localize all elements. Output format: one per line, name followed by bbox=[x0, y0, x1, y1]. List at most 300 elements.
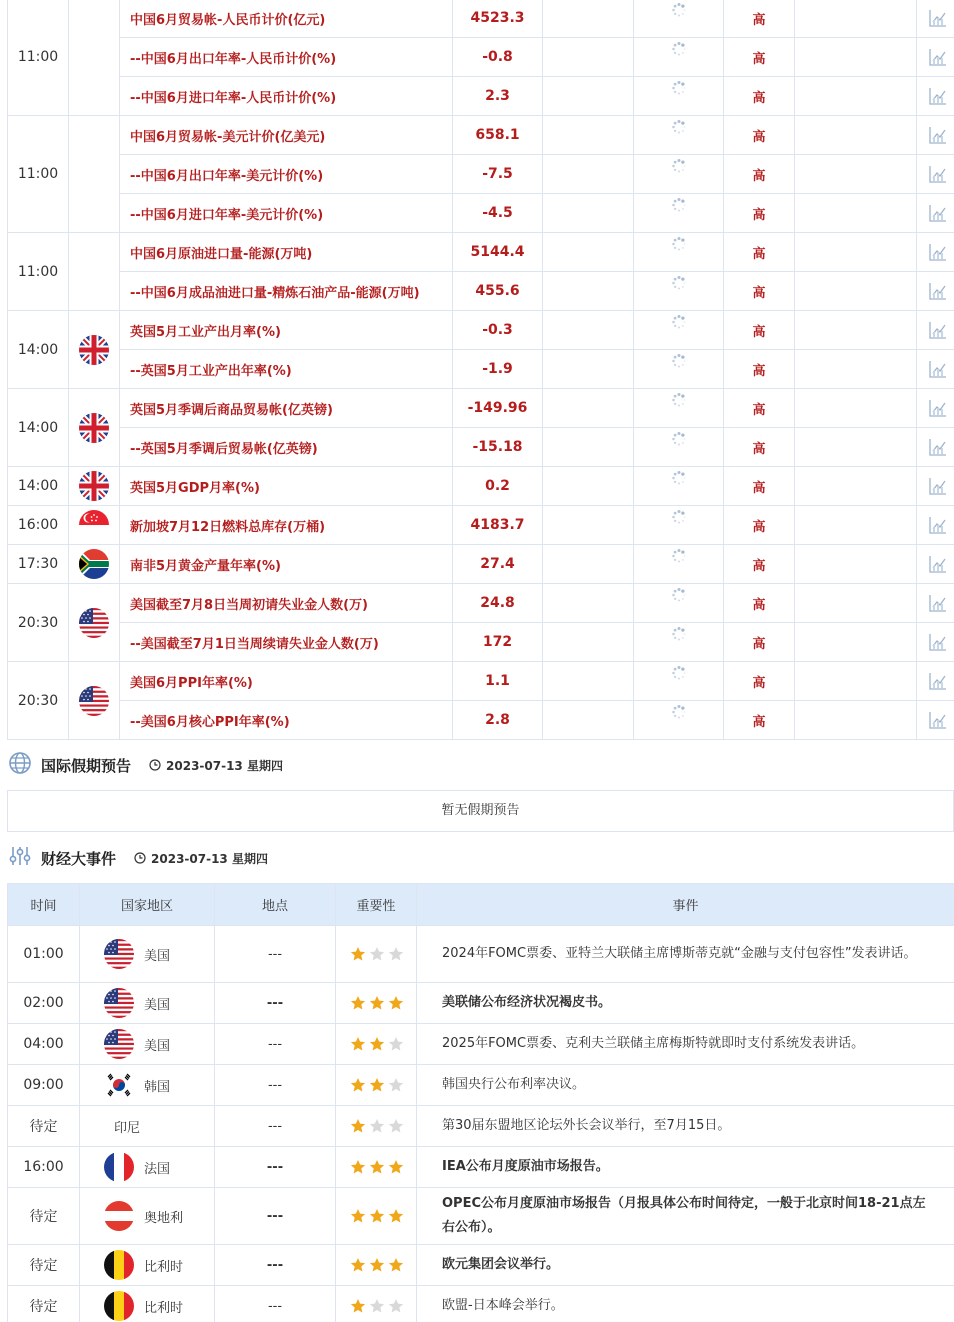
loading-spinner-icon bbox=[671, 704, 687, 720]
chart-icon[interactable] bbox=[928, 515, 948, 535]
events-title: 财经大事件 bbox=[41, 849, 117, 868]
indicator-value: 4523.3 bbox=[453, 0, 543, 38]
event-time: 待定 bbox=[8, 1286, 80, 1322]
indicator-name[interactable]: --中国6月进口年率-美元计价(%) bbox=[120, 194, 453, 233]
events-table bbox=[7, 883, 954, 1322]
importance-level: 高 bbox=[724, 311, 795, 350]
loading-spinner-icon bbox=[671, 392, 687, 408]
indicator-name[interactable]: 中国6月贸易帐-人民币计价(亿元) bbox=[120, 0, 453, 38]
empty-cell bbox=[795, 623, 917, 662]
indicator-name[interactable]: 英国5月季调后商品贸易帐(亿英镑) bbox=[120, 389, 453, 428]
indicator-name[interactable]: --美国截至7月1日当周续请失业金人数(万) bbox=[120, 623, 453, 662]
country-name: 美国 bbox=[144, 1038, 171, 1054]
economic-data-table bbox=[7, 0, 954, 740]
event-place: --- bbox=[215, 1147, 336, 1188]
data-row bbox=[8, 155, 954, 194]
star-empty-icon bbox=[369, 1118, 385, 1134]
event-time: 01:00 bbox=[8, 926, 80, 983]
event-country bbox=[80, 1065, 215, 1106]
empty-cell bbox=[795, 77, 917, 116]
indicator-value: 27.4 bbox=[453, 545, 543, 584]
empty-cell bbox=[795, 584, 917, 623]
indicator-value: 24.8 bbox=[453, 584, 543, 623]
chart-cell[interactable] bbox=[917, 233, 954, 272]
event-country bbox=[80, 1286, 215, 1322]
event-place: --- bbox=[215, 1286, 336, 1322]
flag-cell bbox=[69, 0, 120, 116]
indicator-name[interactable]: 美国截至7月8日当周初请失业金人数(万) bbox=[120, 584, 453, 623]
importance-level: 高 bbox=[724, 389, 795, 428]
star-empty-icon bbox=[369, 946, 385, 962]
importance-stars bbox=[336, 1188, 417, 1245]
indicator-name[interactable]: 新加坡7月12日燃料总库存(万桶) bbox=[120, 506, 453, 545]
indicator-value: 2.8 bbox=[453, 701, 543, 740]
empty-cell bbox=[795, 662, 917, 701]
chart-icon[interactable] bbox=[928, 437, 948, 457]
star-filled-icon bbox=[350, 1077, 366, 1093]
empty-cell bbox=[543, 506, 634, 545]
release-time: 11:00 bbox=[8, 233, 69, 311]
importance-level: 高 bbox=[724, 428, 795, 467]
empty-cell bbox=[543, 0, 634, 38]
event-time: 04:00 bbox=[8, 1024, 80, 1065]
loading-cell bbox=[634, 701, 724, 740]
release-time: 14:00 bbox=[8, 389, 69, 467]
release-time: 20:30 bbox=[8, 584, 69, 662]
loading-cell bbox=[634, 38, 724, 77]
importance-level: 高 bbox=[724, 584, 795, 623]
chart-cell[interactable] bbox=[917, 701, 954, 740]
header-place: 地点 bbox=[215, 884, 336, 926]
loading-cell bbox=[634, 584, 724, 623]
importance-stars bbox=[336, 1286, 417, 1322]
empty-cell bbox=[795, 701, 917, 740]
star-filled-icon bbox=[369, 1036, 385, 1052]
flag-cell bbox=[69, 584, 120, 662]
empty-cell bbox=[543, 77, 634, 116]
flag-cell bbox=[69, 662, 120, 740]
us-flag-icon bbox=[79, 686, 109, 716]
event-row bbox=[8, 1024, 954, 1065]
data-row bbox=[8, 623, 954, 662]
event-description: IEA公布月度原油市场报告。 bbox=[417, 1147, 954, 1188]
loading-spinner-icon bbox=[671, 41, 687, 57]
chart-icon[interactable] bbox=[928, 671, 948, 691]
us-flag-icon bbox=[79, 608, 109, 638]
data-row bbox=[8, 311, 954, 350]
empty-cell bbox=[543, 311, 634, 350]
chart-icon[interactable] bbox=[928, 554, 948, 574]
event-description: 欧元集团会议举行。 bbox=[417, 1245, 954, 1286]
data-row bbox=[8, 0, 954, 38]
event-row bbox=[8, 1106, 954, 1147]
indicator-name[interactable]: --中国6月进口年率-人民币计价(%) bbox=[120, 77, 453, 116]
chart-cell[interactable] bbox=[917, 662, 954, 701]
chart-cell[interactable] bbox=[917, 194, 954, 233]
uk-flag-icon bbox=[79, 335, 109, 365]
empty-cell bbox=[543, 389, 634, 428]
loading-spinner-icon bbox=[671, 158, 687, 174]
loading-spinner-icon bbox=[671, 236, 687, 252]
star-filled-icon bbox=[350, 946, 366, 962]
importance-level: 高 bbox=[724, 272, 795, 311]
data-row bbox=[8, 545, 954, 584]
event-place: --- bbox=[215, 1245, 336, 1286]
star-filled-icon bbox=[388, 1159, 404, 1175]
event-description: 美联储公布经济状况褐皮书。 bbox=[417, 983, 954, 1024]
empty-cell bbox=[543, 467, 634, 506]
empty-cell bbox=[795, 116, 917, 155]
indicator-value: -149.96 bbox=[453, 389, 543, 428]
events-date: 2023-07-13 星期四 bbox=[134, 850, 268, 867]
data-row bbox=[8, 77, 954, 116]
country-name: 印尼 bbox=[114, 1120, 141, 1136]
country-name: 法国 bbox=[144, 1161, 171, 1177]
chart-cell[interactable] bbox=[917, 38, 954, 77]
loading-spinner-icon bbox=[671, 431, 687, 447]
uk-flag-icon bbox=[79, 471, 109, 501]
importance-stars bbox=[336, 1024, 417, 1065]
star-empty-icon bbox=[388, 1118, 404, 1134]
chart-cell[interactable] bbox=[917, 311, 954, 350]
indicator-name[interactable]: 英国5月工业产出月率(%) bbox=[120, 311, 453, 350]
loading-spinner-icon bbox=[671, 119, 687, 135]
data-row bbox=[8, 116, 954, 155]
flag-cell bbox=[69, 311, 120, 389]
chart-cell[interactable] bbox=[917, 584, 954, 623]
chart-cell[interactable] bbox=[917, 428, 954, 467]
star-empty-icon bbox=[388, 1077, 404, 1093]
france-flag-icon bbox=[104, 1152, 134, 1182]
data-row bbox=[8, 233, 954, 272]
loading-spinner-icon bbox=[671, 2, 687, 18]
header-event: 事件 bbox=[417, 884, 954, 926]
event-row bbox=[8, 983, 954, 1024]
data-row bbox=[8, 662, 954, 701]
country-name: 韩国 bbox=[144, 1079, 171, 1095]
belgium-flag-icon bbox=[104, 1291, 134, 1321]
chart-icon[interactable] bbox=[928, 710, 948, 730]
star-empty-icon bbox=[369, 1298, 385, 1314]
importance-level: 高 bbox=[724, 194, 795, 233]
loading-cell bbox=[634, 194, 724, 233]
loading-cell bbox=[634, 311, 724, 350]
flag-cell bbox=[69, 389, 120, 467]
empty-cell bbox=[795, 545, 917, 584]
chart-cell[interactable] bbox=[917, 77, 954, 116]
data-row bbox=[8, 350, 954, 389]
chart-icon[interactable] bbox=[928, 86, 948, 106]
chart-icon[interactable] bbox=[928, 320, 948, 340]
event-description: 欧盟-日本峰会举行。 bbox=[417, 1286, 954, 1322]
loading-cell bbox=[634, 272, 724, 311]
loading-spinner-icon bbox=[671, 626, 687, 642]
empty-cell bbox=[543, 155, 634, 194]
empty-cell bbox=[543, 584, 634, 623]
star-filled-icon bbox=[369, 1208, 385, 1224]
indicator-value: 455.6 bbox=[453, 272, 543, 311]
indicator-value: 0.2 bbox=[453, 467, 543, 506]
event-row bbox=[8, 1286, 954, 1322]
sliders-icon bbox=[7, 843, 33, 873]
loading-cell bbox=[634, 0, 724, 38]
event-time: 02:00 bbox=[8, 983, 80, 1024]
events-table-header bbox=[8, 884, 954, 926]
loading-cell bbox=[634, 233, 724, 272]
event-row bbox=[8, 926, 954, 983]
flag-cell bbox=[69, 233, 120, 311]
empty-cell bbox=[795, 38, 917, 77]
event-time: 待定 bbox=[8, 1106, 80, 1147]
header-country: 国家地区 bbox=[80, 884, 215, 926]
indicator-name[interactable]: 南非5月黄金产量年率(%) bbox=[120, 545, 453, 584]
importance-level: 高 bbox=[724, 116, 795, 155]
empty-cell bbox=[543, 623, 634, 662]
loading-spinner-icon bbox=[671, 548, 687, 564]
importance-stars bbox=[336, 1147, 417, 1188]
indicator-name[interactable]: 中国6月原油进口量-能源(万吨) bbox=[120, 233, 453, 272]
indicator-value: -15.18 bbox=[453, 428, 543, 467]
uk-flag-icon bbox=[79, 413, 109, 443]
chart-cell[interactable] bbox=[917, 389, 954, 428]
chart-cell[interactable] bbox=[917, 116, 954, 155]
empty-cell bbox=[795, 350, 917, 389]
chart-cell[interactable] bbox=[917, 272, 954, 311]
chart-icon[interactable] bbox=[928, 281, 948, 301]
event-country bbox=[80, 1106, 215, 1147]
loading-spinner-icon bbox=[671, 275, 687, 291]
loading-spinner-icon bbox=[671, 665, 687, 681]
importance-level: 高 bbox=[724, 701, 795, 740]
event-time: 待定 bbox=[8, 1245, 80, 1286]
chart-icon[interactable] bbox=[928, 242, 948, 262]
event-place: --- bbox=[215, 1024, 336, 1065]
empty-cell bbox=[795, 233, 917, 272]
star-filled-icon bbox=[369, 1159, 385, 1175]
loading-cell bbox=[634, 155, 724, 194]
indicator-value: 658.1 bbox=[453, 116, 543, 155]
chart-icon[interactable] bbox=[928, 8, 948, 28]
chart-cell[interactable] bbox=[917, 506, 954, 545]
loading-cell bbox=[634, 77, 724, 116]
release-time: 17:30 bbox=[8, 545, 69, 584]
empty-cell bbox=[795, 506, 917, 545]
chart-cell[interactable] bbox=[917, 350, 954, 389]
us-flag-icon bbox=[104, 939, 134, 969]
importance-stars bbox=[336, 1245, 417, 1286]
empty-cell bbox=[543, 350, 634, 389]
event-row bbox=[8, 1245, 954, 1286]
loading-cell bbox=[634, 116, 724, 155]
holiday-title: 国际假期预告 bbox=[41, 756, 132, 775]
importance-level: 高 bbox=[724, 350, 795, 389]
chart-cell[interactable] bbox=[917, 0, 954, 38]
chart-icon[interactable] bbox=[928, 164, 948, 184]
star-empty-icon bbox=[388, 946, 404, 962]
importance-level: 高 bbox=[724, 233, 795, 272]
importance-level: 高 bbox=[724, 77, 795, 116]
indicator-name[interactable]: 英国5月GDP月率(%) bbox=[120, 467, 453, 506]
belgium-flag-icon bbox=[104, 1250, 134, 1280]
loading-cell bbox=[634, 389, 724, 428]
chart-icon[interactable] bbox=[928, 203, 948, 223]
importance-stars bbox=[336, 1106, 417, 1147]
star-empty-icon bbox=[388, 1298, 404, 1314]
indicator-value: -7.5 bbox=[453, 155, 543, 194]
event-time: 09:00 bbox=[8, 1065, 80, 1106]
indicator-value: 2.3 bbox=[453, 77, 543, 116]
importance-level: 高 bbox=[724, 623, 795, 662]
indicator-value: 5144.4 bbox=[453, 233, 543, 272]
importance-level: 高 bbox=[724, 0, 795, 38]
importance-level: 高 bbox=[724, 662, 795, 701]
flag-cell bbox=[69, 545, 120, 584]
release-time: 11:00 bbox=[8, 116, 69, 233]
loading-cell bbox=[634, 350, 724, 389]
events-section-header bbox=[7, 843, 268, 873]
event-place: --- bbox=[215, 1065, 336, 1106]
indicator-name[interactable]: --美国6月核心PPI年率(%) bbox=[120, 701, 453, 740]
data-row bbox=[8, 38, 954, 77]
country-name: 美国 bbox=[144, 997, 171, 1013]
star-filled-icon bbox=[369, 1257, 385, 1273]
chart-cell[interactable] bbox=[917, 623, 954, 662]
star-filled-icon bbox=[388, 1257, 404, 1273]
data-row bbox=[8, 428, 954, 467]
event-description: 第30届东盟地区论坛外长会议举行，至7月15日。 bbox=[417, 1106, 954, 1147]
star-filled-icon bbox=[369, 1077, 385, 1093]
empty-cell bbox=[795, 194, 917, 233]
empty-cell bbox=[795, 467, 917, 506]
chart-icon[interactable] bbox=[928, 359, 948, 379]
chart-icon[interactable] bbox=[928, 632, 948, 652]
empty-cell bbox=[795, 0, 917, 38]
event-country bbox=[80, 1147, 215, 1188]
empty-cell bbox=[795, 389, 917, 428]
importance-level: 高 bbox=[724, 155, 795, 194]
importance-level: 高 bbox=[724, 38, 795, 77]
event-place: --- bbox=[215, 926, 336, 983]
loading-cell bbox=[634, 662, 724, 701]
loading-spinner-icon bbox=[671, 353, 687, 369]
us-flag-icon bbox=[104, 988, 134, 1018]
event-place: --- bbox=[215, 983, 336, 1024]
importance-stars bbox=[336, 983, 417, 1024]
data-row bbox=[8, 272, 954, 311]
chart-cell[interactable] bbox=[917, 155, 954, 194]
indicator-value: -0.8 bbox=[453, 38, 543, 77]
event-place: --- bbox=[215, 1188, 336, 1245]
indicator-value: 172 bbox=[453, 623, 543, 662]
austria-flag-icon bbox=[104, 1201, 134, 1231]
singapore-flag-icon bbox=[79, 510, 109, 540]
loading-cell bbox=[634, 428, 724, 467]
loading-spinner-icon bbox=[671, 197, 687, 213]
empty-cell bbox=[795, 311, 917, 350]
country-name: 比利时 bbox=[144, 1300, 184, 1316]
loading-spinner-icon bbox=[671, 80, 687, 96]
empty-cell bbox=[795, 155, 917, 194]
importance-stars bbox=[336, 1065, 417, 1106]
event-country bbox=[80, 1245, 215, 1286]
holiday-section-header bbox=[7, 750, 283, 780]
indicator-name[interactable]: --中国6月成品油进口量-精炼石油产品-能源(万吨) bbox=[120, 272, 453, 311]
event-country bbox=[80, 1024, 215, 1065]
header-importance: 重要性 bbox=[336, 884, 417, 926]
loading-cell bbox=[634, 467, 724, 506]
data-row bbox=[8, 194, 954, 233]
event-description: OPEC公布月度原油市场报告（月报具体公布时间待定，一般于北京时间18-21点左右公布）。 bbox=[417, 1188, 954, 1245]
empty-cell bbox=[543, 545, 634, 584]
indicator-name[interactable]: --英国5月季调后贸易帐(亿英镑) bbox=[120, 428, 453, 467]
star-filled-icon bbox=[350, 1159, 366, 1175]
indicator-name[interactable]: --英国5月工业产出年率(%) bbox=[120, 350, 453, 389]
release-time: 11:00 bbox=[8, 0, 69, 116]
star-filled-icon bbox=[350, 1257, 366, 1273]
flag-cell bbox=[69, 506, 120, 545]
chart-icon[interactable] bbox=[928, 593, 948, 613]
indicator-name[interactable]: 中国6月贸易帐-美元计价(亿美元) bbox=[120, 116, 453, 155]
indicator-value: 1.1 bbox=[453, 662, 543, 701]
empty-cell bbox=[795, 428, 917, 467]
indicator-value: -0.3 bbox=[453, 311, 543, 350]
importance-stars bbox=[336, 926, 417, 983]
star-filled-icon bbox=[350, 1036, 366, 1052]
loading-spinner-icon bbox=[671, 587, 687, 603]
loading-cell bbox=[634, 506, 724, 545]
empty-cell bbox=[543, 116, 634, 155]
loading-cell bbox=[634, 623, 724, 662]
loading-spinner-icon bbox=[671, 509, 687, 525]
importance-level: 高 bbox=[724, 467, 795, 506]
chart-icon[interactable] bbox=[928, 47, 948, 67]
release-time: 14:00 bbox=[8, 467, 69, 506]
clock-icon bbox=[134, 852, 146, 864]
empty-cell bbox=[543, 662, 634, 701]
importance-level: 高 bbox=[724, 545, 795, 584]
chart-icon[interactable] bbox=[928, 398, 948, 418]
indicator-value: -1.9 bbox=[453, 350, 543, 389]
indicator-name[interactable]: --中国6月出口年率-美元计价(%) bbox=[120, 155, 453, 194]
header-time: 时间 bbox=[8, 884, 80, 926]
data-row bbox=[8, 467, 954, 506]
empty-cell bbox=[795, 272, 917, 311]
empty-cell bbox=[543, 428, 634, 467]
korea-flag-icon bbox=[104, 1070, 134, 1100]
star-filled-icon bbox=[350, 1208, 366, 1224]
chart-cell[interactable] bbox=[917, 545, 954, 584]
star-filled-icon bbox=[350, 995, 366, 1011]
event-description: 2024年FOMC票委、亚特兰大联储主席博斯蒂克就“金融与支付包容性”发表讲话。 bbox=[417, 926, 954, 983]
indicator-value: -4.5 bbox=[453, 194, 543, 233]
chart-icon[interactable] bbox=[928, 125, 948, 145]
empty-cell bbox=[543, 194, 634, 233]
data-row bbox=[8, 389, 954, 428]
indicator-name[interactable]: 美国6月PPI年率(%) bbox=[120, 662, 453, 701]
indicator-value: 4183.7 bbox=[453, 506, 543, 545]
holiday-date: 2023-07-13 星期四 bbox=[149, 757, 283, 774]
chart-cell[interactable] bbox=[917, 467, 954, 506]
loading-spinner-icon bbox=[671, 470, 687, 486]
chart-icon[interactable] bbox=[928, 476, 948, 496]
globe-icon bbox=[7, 750, 33, 780]
star-filled-icon bbox=[350, 1298, 366, 1314]
data-row bbox=[8, 506, 954, 545]
us-flag-icon bbox=[104, 1029, 134, 1059]
indicator-name[interactable]: --中国6月出口年率-人民币计价(%) bbox=[120, 38, 453, 77]
event-row bbox=[8, 1188, 954, 1245]
empty-cell bbox=[543, 233, 634, 272]
